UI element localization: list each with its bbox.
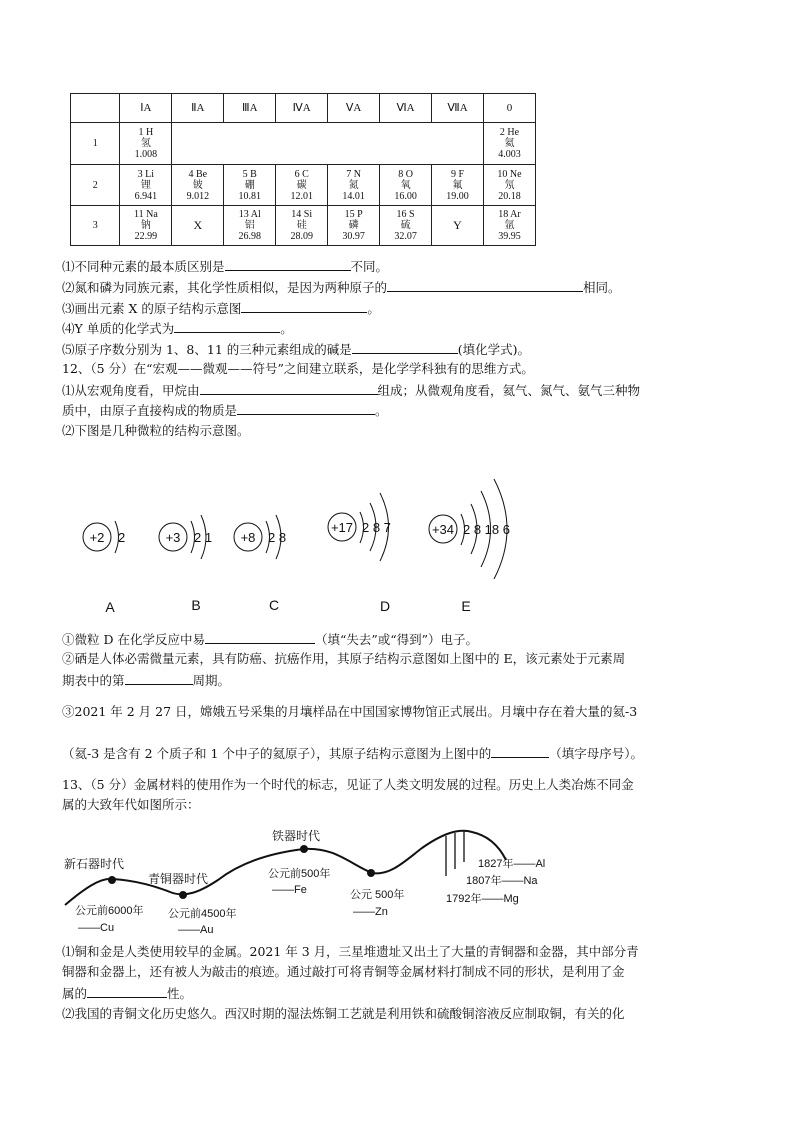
header-group-4: ⅣA bbox=[276, 94, 328, 123]
shell-electrons-C: 2 8 bbox=[268, 530, 287, 545]
element-cell-Li: 3 Li 锂 6.941 bbox=[120, 165, 172, 206]
element-cell-Na: 11 Na 钠 22.99 bbox=[120, 206, 172, 246]
q11-part5: ⑸原子序数分别为 1、8、11 的三种元素组成的碱是 (填化学式)。 bbox=[62, 342, 531, 357]
element-cell-B: 5 B 硼 10.81 bbox=[224, 165, 276, 206]
answer-blank[interactable] bbox=[200, 382, 378, 395]
element-cell-Y: Y bbox=[432, 206, 484, 246]
event-metal-cu: ——Cu bbox=[78, 922, 115, 934]
era-iron: 铁器时代 bbox=[272, 829, 321, 843]
element-cell-H: 1 H 氢 1.008 bbox=[120, 123, 172, 165]
answer-blank[interactable] bbox=[87, 985, 167, 998]
q12-part2: ⑵下图是几种微粒的结构示意图。 bbox=[62, 423, 250, 438]
nucleus-charge-B: +3 bbox=[165, 530, 181, 545]
atom-label-B: B bbox=[191, 597, 201, 613]
q12-part1-line1: ⑴从宏观角度看，甲烷由 组成；从微观角度看，氦气、氮气、氨气三种物 bbox=[62, 383, 641, 398]
metal-history-timeline bbox=[60, 818, 560, 938]
q11-part1: ⑴不同种元素的最本质区别是 不同。 bbox=[62, 259, 389, 274]
atom-label-D: D bbox=[379, 598, 391, 614]
q13-part1-line3: 属的 性。 bbox=[62, 986, 193, 1001]
q11-part4: ⑷Y 单质的化学式为 。 bbox=[62, 321, 293, 336]
event-metal-au: ——Au bbox=[178, 924, 214, 936]
nucleus-charge-A: +2 bbox=[89, 530, 105, 545]
q11-part3: ⑶画出元素 X 的原子结构示意图 。 bbox=[62, 301, 380, 316]
atom-label-E: E bbox=[461, 598, 471, 614]
event-year-fe: 公元前500年 bbox=[268, 868, 331, 880]
q13-title-line2: 属的大致年代如图所示： bbox=[62, 797, 200, 812]
q12-sub1: ①微粒 D 在化学反应中易 （填“失去”或“得到”）电子。 bbox=[62, 632, 479, 647]
header-group-1: ⅠA bbox=[120, 94, 172, 123]
header-group-7: ⅦA bbox=[432, 94, 484, 123]
shell-electrons-A: 2 bbox=[118, 530, 126, 545]
q12-title: 12、（5 分）在“宏观——微观——符号”之间建立联系，是化学学科独有的思维方式。 bbox=[62, 361, 534, 376]
event-year-cu: 公元前6000年 bbox=[75, 905, 144, 917]
answer-blank[interactable] bbox=[241, 300, 367, 313]
event-metal-zn: ——Zn bbox=[353, 906, 388, 918]
shell-electrons-B: 2 1 bbox=[194, 530, 213, 545]
event-year-au: 公元前4500年 bbox=[168, 908, 237, 920]
element-cell-Be: 4 Be 铍 9.012 bbox=[172, 165, 224, 206]
header-blank bbox=[71, 94, 120, 123]
header-group-0: 0 bbox=[483, 94, 535, 123]
periodic-table bbox=[70, 93, 536, 246]
q12-sub2-line2: 期表中的第 周期。 bbox=[62, 673, 231, 688]
event-year-zn: 公元 500年 bbox=[350, 889, 405, 901]
q12-part1-line2: 质中，由原子直接构成的物质是 。 bbox=[62, 403, 388, 418]
q13-part1-line1: ⑴铜和金是人类使用较早的金属。2021 年 3 月，三星堆遗址又出土了大量的青铜器和金器，其中部分青 bbox=[62, 944, 639, 959]
answer-blank[interactable] bbox=[205, 631, 315, 644]
atom-label-C: C bbox=[268, 597, 280, 613]
answer-blank[interactable] bbox=[387, 279, 583, 292]
answer-blank[interactable] bbox=[174, 320, 280, 333]
event-na: 1807年——Na bbox=[466, 875, 538, 887]
answer-blank[interactable] bbox=[491, 745, 549, 758]
q13-part1-line2: 铜器和金器上，还有被人为敲击的痕迹。通过敲打可将青铜等金属材料打制成不同的形状，是利用了金 bbox=[62, 964, 625, 979]
period-label: 1 bbox=[71, 123, 120, 165]
element-cell-Ne: 10 Ne 氖 20.18 bbox=[483, 165, 535, 206]
period-label: 3 bbox=[71, 206, 120, 246]
era-neolithic: 新石器时代 bbox=[64, 857, 125, 871]
timeline-dot-fe bbox=[300, 845, 308, 853]
atom-label-A: A bbox=[105, 599, 115, 615]
header-group-5: ⅤA bbox=[328, 94, 380, 123]
q12-sub2-line1: ②硒是人体必需微量元素，具有防癌、抗癌作用，其原子结构示意图如上图中的 E，该元素处于元素周 bbox=[62, 651, 626, 666]
empty-span-cell bbox=[172, 123, 484, 165]
answer-blank[interactable] bbox=[237, 402, 375, 415]
nucleus-charge-C: +8 bbox=[240, 530, 256, 545]
shell-electrons-E: 2 8 18 6 bbox=[463, 522, 510, 537]
q12-sub3-line2: （氦-3 是含有 2 个质子和 1 个中子的氦原子），其原子结构示意图为上图中的 （填字母序号）。 bbox=[62, 746, 643, 761]
event-al: 1827年——Al bbox=[478, 858, 546, 870]
timeline-dot-au bbox=[179, 891, 187, 899]
header-group-6: ⅥA bbox=[380, 94, 432, 123]
element-cell-Al: 13 Al 铝 26.98 bbox=[224, 206, 276, 246]
element-cell-O: 8 O 氧 16.00 bbox=[380, 165, 432, 206]
element-cell-X: X bbox=[172, 206, 224, 246]
period-label: 2 bbox=[71, 165, 120, 206]
atom-structure-diagrams bbox=[60, 455, 560, 625]
element-cell-C: 6 C 碳 12.01 bbox=[276, 165, 328, 206]
answer-blank[interactable] bbox=[125, 672, 193, 685]
element-cell-N: 7 N 氮 14.01 bbox=[328, 165, 380, 206]
event-metal-fe: ——Fe bbox=[272, 884, 307, 896]
element-cell-Si: 14 Si 硅 28.09 bbox=[276, 206, 328, 246]
element-cell-Ar: 18 Ar 氩 39.95 bbox=[483, 206, 535, 246]
element-cell-P: 15 P 磷 30.97 bbox=[328, 206, 380, 246]
event-mg: 1792年——Mg bbox=[446, 893, 519, 905]
q13-title-line1: 13、（5 分）金属材料的使用作为一个时代的标志，见证了人类文明发展的过程。历史上人类冶炼不同金 bbox=[62, 777, 634, 792]
nucleus-charge-E: +34 bbox=[431, 522, 455, 537]
timeline-dot-zn bbox=[367, 869, 375, 877]
timeline-dot-cu bbox=[108, 876, 116, 884]
header-group-3: ⅢA bbox=[224, 94, 276, 123]
header-group-2: ⅡA bbox=[172, 94, 224, 123]
answer-blank[interactable] bbox=[352, 341, 458, 354]
era-bronze: 青铜器时代 bbox=[148, 872, 209, 886]
element-cell-He: 2 He 氦 4.003 bbox=[483, 123, 535, 165]
nucleus-charge-D: +17 bbox=[330, 520, 354, 535]
q12-sub3-line1: ③2021 年 2 月 27 日，嫦娥五号采集的月壤样品在中国国家博物馆正式展出。月壤中存在着大量的氦-3 bbox=[62, 704, 638, 719]
q13-part2: ⑵我国的青铜文化历史悠久。西汉时期的湿法炼铜工艺就是利用铁和硫酸铜溶液反应制取铜，有关的化 bbox=[62, 1006, 625, 1021]
element-cell-F: 9 F 氟 19.00 bbox=[432, 165, 484, 206]
shell-electrons-D: 2 8 7 bbox=[362, 520, 391, 535]
element-cell-S: 16 S 硫 32.07 bbox=[380, 206, 432, 246]
answer-blank[interactable] bbox=[225, 258, 351, 271]
q11-part2: ⑵氮和磷为同族元素，其化学性质相似，是因为两种原子的 相同。 bbox=[62, 280, 621, 295]
